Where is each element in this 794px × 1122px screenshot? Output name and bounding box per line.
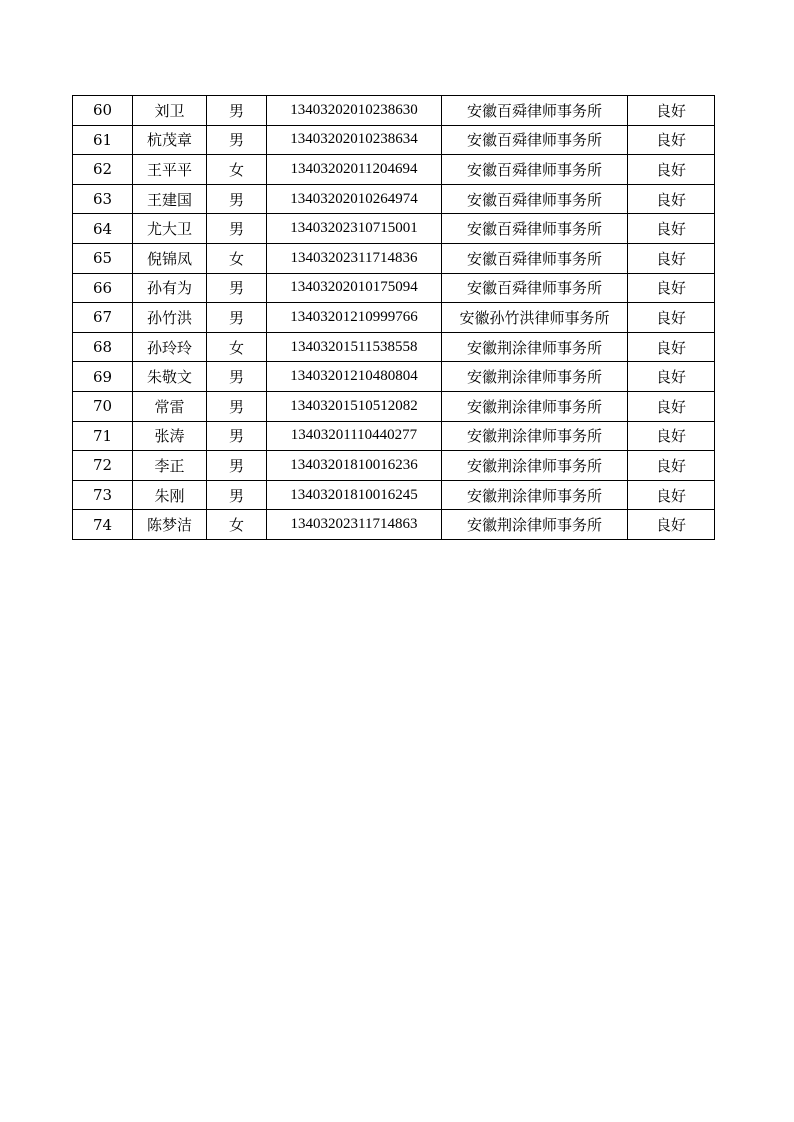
lawyer-name-cell: 杭茂章 — [133, 125, 207, 155]
lawyer-name-cell: 王建国 — [133, 184, 207, 214]
gender-cell: 男 — [207, 125, 267, 155]
table-row — [73, 480, 715, 510]
rating-cell: 良好 — [628, 243, 715, 273]
row-number-cell: 70 — [73, 391, 133, 421]
law-firm-cell: 安徽孙竹洪律师事务所 — [442, 303, 628, 333]
lawyer-name-cell: 常雷 — [133, 391, 207, 421]
table-row — [73, 184, 715, 214]
table-row — [73, 510, 715, 540]
license-number-cell: 13403202311714863 — [267, 510, 442, 540]
gender-cell: 女 — [207, 155, 267, 185]
law-firm-cell: 安徽百舜律师事务所 — [442, 155, 628, 185]
table-body — [73, 96, 715, 540]
law-firm-cell: 安徽荆涂律师事务所 — [442, 362, 628, 392]
rating-cell: 良好 — [628, 155, 715, 185]
records-table — [72, 95, 715, 540]
row-number-cell: 71 — [73, 421, 133, 451]
row-number-cell: 63 — [73, 184, 133, 214]
table-row — [73, 155, 715, 185]
law-firm-cell: 安徽百舜律师事务所 — [442, 184, 628, 214]
law-firm-cell: 安徽荆涂律师事务所 — [442, 510, 628, 540]
gender-cell: 男 — [207, 480, 267, 510]
gender-cell: 女 — [207, 510, 267, 540]
gender-cell: 男 — [207, 362, 267, 392]
row-number-cell: 60 — [73, 96, 133, 126]
lawyer-name-cell: 李正 — [133, 451, 207, 481]
gender-cell: 女 — [207, 332, 267, 362]
row-number-cell: 74 — [73, 510, 133, 540]
lawyer-name-cell: 朱敬文 — [133, 362, 207, 392]
lawyer-name-cell: 刘卫 — [133, 96, 207, 126]
law-firm-cell: 安徽百舜律师事务所 — [442, 214, 628, 244]
license-number-cell: 13403202311714836 — [267, 243, 442, 273]
rating-cell: 良好 — [628, 184, 715, 214]
license-number-cell: 13403201511538558 — [267, 332, 442, 362]
row-number-cell: 73 — [73, 480, 133, 510]
row-number-cell: 65 — [73, 243, 133, 273]
law-firm-cell: 安徽荆涂律师事务所 — [442, 451, 628, 481]
law-firm-cell: 安徽百舜律师事务所 — [442, 273, 628, 303]
gender-cell: 男 — [207, 303, 267, 333]
rating-cell: 良好 — [628, 362, 715, 392]
license-number-cell: 13403202010264974 — [267, 184, 442, 214]
row-number-cell: 62 — [73, 155, 133, 185]
row-number-cell: 64 — [73, 214, 133, 244]
table-row — [73, 243, 715, 273]
rating-cell: 良好 — [628, 96, 715, 126]
table-row — [73, 303, 715, 333]
license-number-cell: 13403201510512082 — [267, 391, 442, 421]
lawyer-name-cell: 孙有为 — [133, 273, 207, 303]
license-number-cell: 13403202010175094 — [267, 273, 442, 303]
gender-cell: 女 — [207, 243, 267, 273]
table-row — [73, 96, 715, 126]
table-row — [73, 125, 715, 155]
license-number-cell: 13403201810016245 — [267, 480, 442, 510]
license-number-cell: 13403202010238634 — [267, 125, 442, 155]
lawyer-name-cell: 王平平 — [133, 155, 207, 185]
table-row — [73, 332, 715, 362]
gender-cell: 男 — [207, 273, 267, 303]
table-row — [73, 391, 715, 421]
row-number-cell: 68 — [73, 332, 133, 362]
law-firm-cell: 安徽荆涂律师事务所 — [442, 480, 628, 510]
rating-cell: 良好 — [628, 125, 715, 155]
lawyer-name-cell: 尤大卫 — [133, 214, 207, 244]
law-firm-cell: 安徽百舜律师事务所 — [442, 125, 628, 155]
row-number-cell: 72 — [73, 451, 133, 481]
lawyer-name-cell: 张涛 — [133, 421, 207, 451]
license-number-cell: 13403201210999766 — [267, 303, 442, 333]
law-firm-cell: 安徽荆涂律师事务所 — [442, 332, 628, 362]
gender-cell: 男 — [207, 184, 267, 214]
gender-cell: 男 — [207, 451, 267, 481]
rating-cell: 良好 — [628, 451, 715, 481]
table-row — [73, 273, 715, 303]
license-number-cell: 13403201210480804 — [267, 362, 442, 392]
rating-cell: 良好 — [628, 273, 715, 303]
law-firm-cell: 安徽百舜律师事务所 — [442, 243, 628, 273]
law-firm-cell: 安徽荆涂律师事务所 — [442, 391, 628, 421]
table-row — [73, 451, 715, 481]
gender-cell: 男 — [207, 391, 267, 421]
row-number-cell: 67 — [73, 303, 133, 333]
rating-cell: 良好 — [628, 510, 715, 540]
license-number-cell: 13403201810016236 — [267, 451, 442, 481]
rating-cell: 良好 — [628, 214, 715, 244]
rating-cell: 良好 — [628, 391, 715, 421]
lawyer-name-cell: 孙竹洪 — [133, 303, 207, 333]
license-number-cell: 13403201110440277 — [267, 421, 442, 451]
lawyer-name-cell: 陈梦洁 — [133, 510, 207, 540]
license-number-cell: 13403202010238630 — [267, 96, 442, 126]
rating-cell: 良好 — [628, 480, 715, 510]
license-number-cell: 13403202011204694 — [267, 155, 442, 185]
rating-cell: 良好 — [628, 421, 715, 451]
lawyer-name-cell: 孙玲玲 — [133, 332, 207, 362]
license-number-cell: 13403202310715001 — [267, 214, 442, 244]
row-number-cell: 66 — [73, 273, 133, 303]
gender-cell: 男 — [207, 214, 267, 244]
row-number-cell: 61 — [73, 125, 133, 155]
rating-cell: 良好 — [628, 303, 715, 333]
lawyer-name-cell: 倪锦凤 — [133, 243, 207, 273]
row-number-cell: 69 — [73, 362, 133, 392]
gender-cell: 男 — [207, 96, 267, 126]
law-firm-cell: 安徽百舜律师事务所 — [442, 96, 628, 126]
table-row — [73, 214, 715, 244]
table-row — [73, 362, 715, 392]
rating-cell: 良好 — [628, 332, 715, 362]
lawyer-name-cell: 朱刚 — [133, 480, 207, 510]
table-row — [73, 421, 715, 451]
gender-cell: 男 — [207, 421, 267, 451]
law-firm-cell: 安徽荆涂律师事务所 — [442, 421, 628, 451]
